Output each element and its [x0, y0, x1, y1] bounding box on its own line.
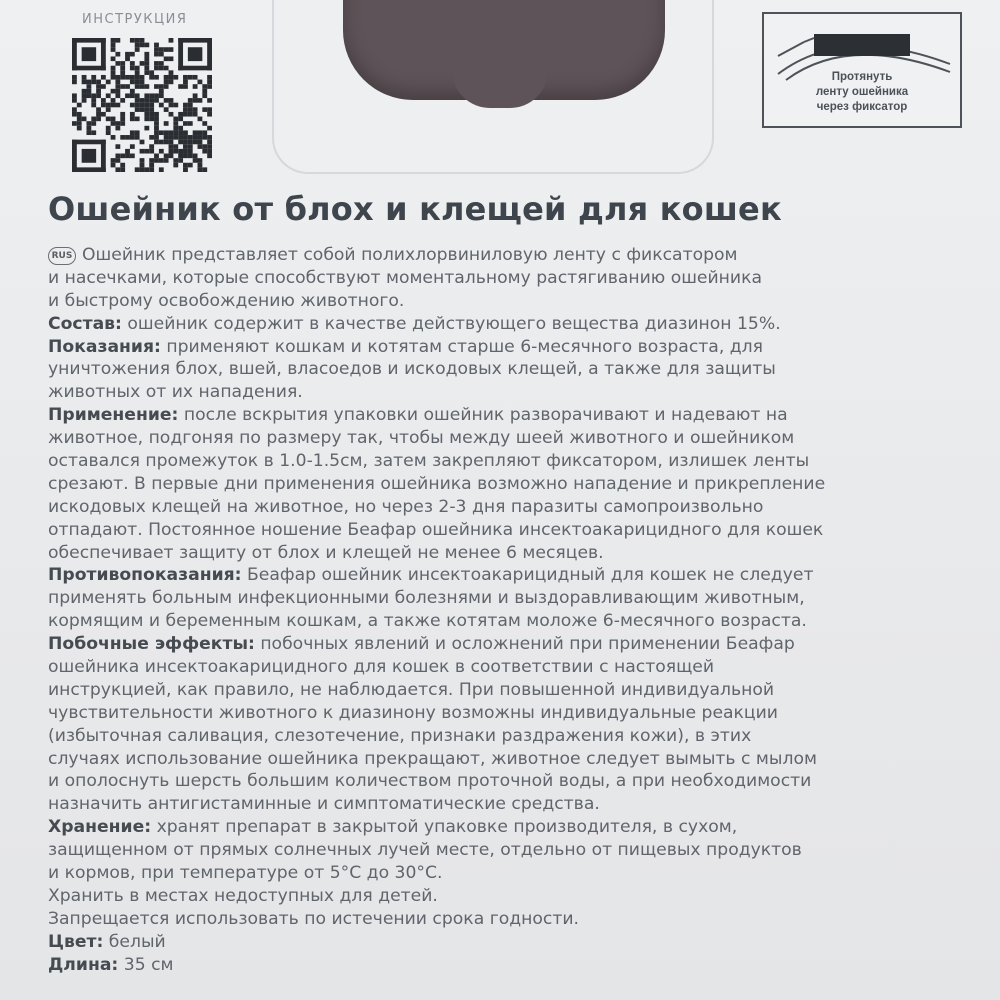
text-line	[48, 519, 968, 542]
section-text: Ошейник представляет собой полихлорвиниловую ленту с фиксатором	[82, 245, 738, 265]
section-text: чувствительности животного к диазинону возможны индивидуальные реакции	[48, 702, 778, 723]
section-text: случаях использование ошейника прекращают, животное следует вымыть с мылом	[48, 748, 817, 769]
qr-label: ИНСТРУКЦИЯ	[82, 12, 188, 27]
section-text: защищенном от прямых солнечных лучей месте, отдельно от пищевых продуктов	[48, 840, 802, 861]
text-line	[48, 610, 968, 633]
diagram-caption-line-3: через фиксатор	[816, 101, 908, 113]
text-line	[48, 336, 968, 359]
diagram-caption-line-1: Протянуть	[831, 71, 893, 83]
instruction-text	[48, 244, 968, 977]
section-label: Показания:	[48, 336, 161, 357]
text-line	[48, 656, 968, 679]
section-text: отпадают. Постоянное ношение Беафар ошейника инсектоакарицидного для кошек	[48, 519, 824, 540]
section-text: применять больным инфекционными болезнями и выздоравливающим животным,	[48, 588, 805, 609]
text-line	[48, 770, 968, 793]
section-text: Беафар ошейник инсектоакарицидный для кошек не следует	[241, 565, 814, 586]
section-text: животное, подгоняя по размеру так, чтобы между шеей животного и ошейником	[48, 428, 795, 449]
text-line	[48, 954, 968, 977]
text-line	[48, 496, 968, 519]
section-text: после вскрытия упаковки ошейник разворачивают и надевают на	[178, 405, 788, 426]
section-text: срезают. В первые дни применения ошейника возможно нападение и прикрепление	[48, 473, 826, 494]
section-text: уничтожения блох, вшей, власоедов и искодовых клещей, а также для защиты	[48, 359, 776, 380]
text-line	[48, 404, 968, 427]
section-label: Хранение:	[48, 817, 152, 838]
section-text: применяют кошкам и котятам старше 6-месячного возраста, для	[160, 336, 763, 357]
text-line	[48, 839, 968, 862]
text-line	[48, 931, 968, 954]
section-text: белый	[103, 931, 166, 952]
section-text: 35 см	[118, 954, 174, 975]
section-label: Длина:	[48, 954, 119, 975]
text-line	[48, 313, 968, 336]
text-line	[48, 587, 968, 610]
qr-code[interactable]	[72, 38, 212, 172]
section-text: и кормов, при температуре от 5°С до 30°С.	[48, 863, 443, 884]
section-label: Применение:	[48, 405, 179, 426]
section-text: искодовых клещей на животное, но через 2-3 дня паразиты самопроизвольно	[48, 496, 764, 517]
text-line	[48, 908, 968, 931]
section-text: хранят препарат в закрытой упаковке производителя, в сухом,	[151, 817, 738, 838]
text-line	[48, 748, 968, 771]
product-title: Ошейник от блох и клещей для кошек	[48, 190, 782, 228]
section-label: Противопоказания:	[48, 565, 242, 586]
section-label: Цвет:	[48, 931, 104, 952]
section-label: Побочные эффекты:	[48, 634, 255, 655]
text-line	[48, 862, 968, 885]
text-line	[48, 473, 968, 496]
section-text: ошейник содержит в качестве действующего вещества диазинон 15%.	[121, 313, 781, 334]
diagram-caption-line-2: ленту ошейника	[815, 86, 909, 98]
text-line	[48, 725, 968, 748]
section-text: ошейника инсектоакарицидного для кошек в соответствии с настоящей	[48, 657, 714, 678]
section-text: обеспечивает защиту от блох и клещей не менее 6 месяцев.	[48, 542, 604, 563]
text-line	[48, 702, 968, 725]
text-line	[48, 267, 968, 290]
section-text: и насечками, которые способствуют моментальному растягиванию ошейника	[48, 267, 763, 288]
text-line	[48, 427, 968, 450]
section-text: и ополоснуть шерсть большим количеством проточной воды, а при необходимости	[48, 771, 812, 792]
text-line	[48, 542, 968, 565]
rus-language-badge: RUS	[48, 247, 76, 265]
section-text: животных от их нападения.	[48, 382, 303, 403]
text-line	[48, 793, 968, 816]
text-line	[48, 290, 968, 313]
section-text: и быстрому освобождению животного.	[48, 290, 405, 311]
section-text: кормящим и беременным кошкам, а также котятам моложе 6-месячного возраста.	[48, 611, 807, 632]
text-line	[48, 633, 968, 656]
section-text: назначить антигистаминные и симптоматические средства.	[48, 794, 600, 815]
section-text: Хранить в местах недоступных для детей.	[48, 885, 438, 906]
section-text: инструкцией, как правило, не наблюдается. При повышенной индивидуальной	[48, 679, 775, 700]
text-line	[48, 450, 968, 473]
text-line	[48, 885, 968, 908]
collar-fastening-diagram	[762, 12, 962, 128]
section-text: побочных явлений и осложнений при применении Беафар	[254, 634, 795, 655]
text-line	[48, 244, 968, 267]
section-text: Запрещается использовать по истечении срока годности.	[48, 908, 579, 929]
text-line	[48, 679, 968, 702]
text-line	[48, 381, 968, 404]
text-line	[48, 564, 968, 587]
text-line	[48, 358, 968, 381]
section-text: (избыточная саливация, слезотечение, признаки раздражения кожи), в этих	[48, 725, 752, 746]
section-text: оставался промежуток в 1.0-1.5см, затем закрепляют фиксатором, излишек ленты	[48, 451, 810, 472]
section-label: Состав:	[48, 313, 122, 334]
text-line	[48, 816, 968, 839]
